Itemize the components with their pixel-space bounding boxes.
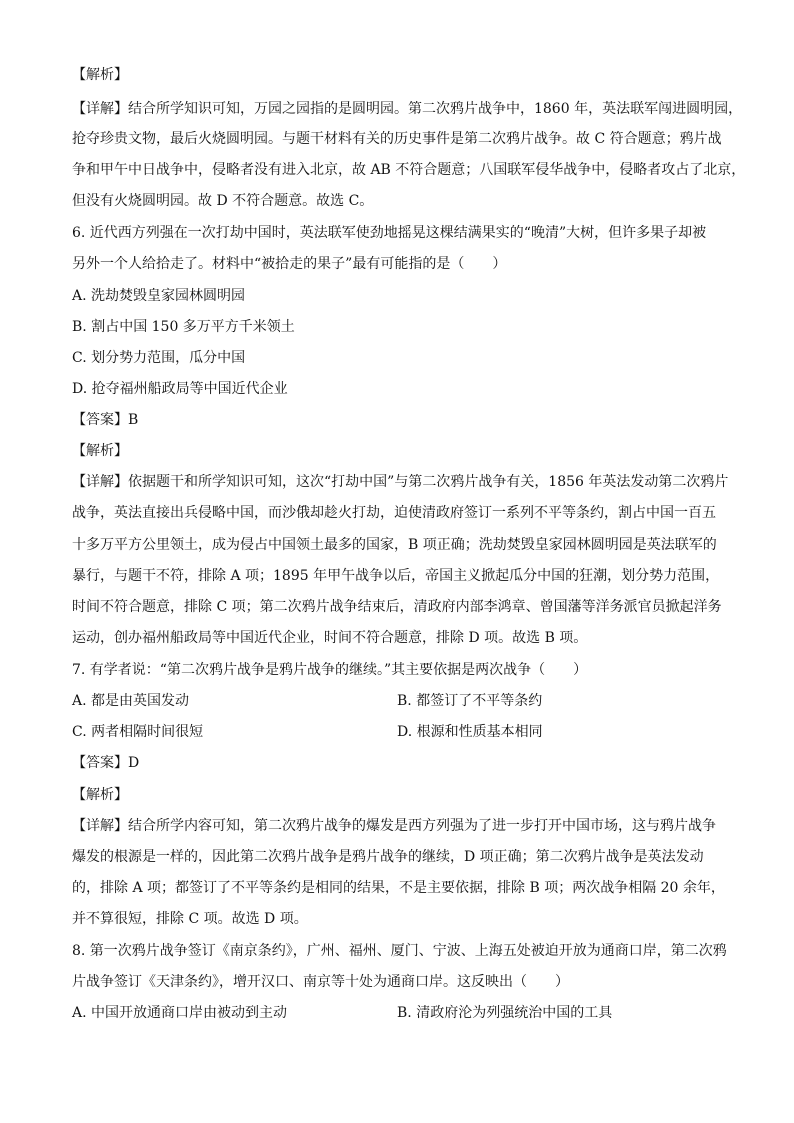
question-8-stem: 8. 第一次鸦片战争签订《南京条约》，广州、福州、厦门、宁波、上海五处被迫开放为通商口岸，第二次鸦 xyxy=(72,943,727,959)
detail-line: 的，排除 A 项；都签订了不平等条约是相同的结果，不是主要依据，排除 B 项；两次战争相隔 20 余年， xyxy=(72,880,725,896)
question-8-option-b: B. 清政府沦为列强统治中国的工具 xyxy=(397,1005,613,1021)
detail-line: 爆发的根源是一样的，因此第二次鸦片战争是鸦片战争的继续，D 项正确；第二次鸦片战争是英法发动 xyxy=(72,849,704,865)
question-6-stem: 6. 近代西方列强在一次打劫中国时，英法联军使劲地摇晃这棵结满果实的“晚清”大树，但许多果子却被 xyxy=(72,225,707,241)
question-6-option-b: B. 割占中国 150 多万平方千米领土 xyxy=(72,319,295,335)
question-7-option-c: C. 两者相隔时间很短 xyxy=(72,724,204,740)
detail-line: 运动，创办福州船政局等中国近代企业，时间不符合题意，排除 D 项。故选 B 项。 xyxy=(72,630,588,646)
answer-label: 【答案】B xyxy=(72,412,139,428)
detail-line: 【详解】依据题干和所学知识可知，这次“打劫中国”与第二次鸦片战争有关，1856 年英法发动第二次鸦片 xyxy=(72,474,729,490)
question-7-option-b: B. 都签订了不平等条约 xyxy=(397,693,543,709)
analysis-label: 【解析】 xyxy=(72,443,128,459)
detail-line: 争和甲午中日战争中，侵略者没有进入北京，故 AB 不符合题意；八国联军侵华战争中，侵略者攻占了北京， xyxy=(72,162,746,178)
question-8-option-a: A. 中国开放通商口岸由被动到主动 xyxy=(72,1005,288,1021)
question-6-option-a: A. 洗劫焚毁皇家园林圆明园 xyxy=(72,288,246,304)
detail-line: 【详解】结合所学内容可知，第二次鸦片战争的爆发是西方列强为了进一步打开中国市场，这与鸦片战争 xyxy=(72,818,716,834)
question-6-option-c: C. 划分势力范围，瓜分中国 xyxy=(72,350,246,366)
detail-line: 十多万平方公里领土，成为侵占中国领土最多的国家，B 项正确；洗劫焚毁皇家园林圆明园是英法联军的 xyxy=(72,537,717,553)
question-7-stem: 7. 有学者说：“第二次鸦片战争是鸦片战争的继续。”其主要依据是两次战争（ ） xyxy=(72,662,588,678)
answer-label: 【答案】D xyxy=(72,755,140,771)
analysis-label: 【解析】 xyxy=(72,67,128,83)
detail-line: 但没有火烧圆明园。故 D 不符合题意。故选 C。 xyxy=(72,193,374,209)
detail-line: 并不算很短，排除 C 项。故选 D 项。 xyxy=(72,911,308,927)
detail-line: 【详解】结合所学知识可知，万园之园指的是圆明园。第二次鸦片战争中，1860 年，英法联军闯进圆明园， xyxy=(72,101,743,117)
detail-line: 暴行，与题干不符，排除 A 项；1895 年甲午战争以后，帝国主义掀起瓜分中国的狂潮，划分势力范围， xyxy=(72,568,720,584)
detail-line: 时间不符合题意，排除 C 项；第二次鸦片战争结束后，清政府内部李鸿章、曾国藩等洋务派官员掀起洋务 xyxy=(72,599,722,615)
question-6-stem: 另外一个人给拾走了。材料中“被拾走的果子”最有可能指的是（ ） xyxy=(72,256,507,272)
question-8-stem: 片战争签订《天津条约》，增开汉口、南京等十处为通商口岸。这反映出（ ） xyxy=(72,974,569,990)
detail-line: 战争，英法直接出兵侵略中国，而沙俄却趁火打劫，迫使清政府签订一系列不平等条约，割占中国一百五 xyxy=(72,505,716,521)
question-7-option-a: A. 都是由英国发动 xyxy=(72,693,190,709)
question-6-option-d: D. 抢夺福州船政局等中国近代企业 xyxy=(72,381,288,397)
detail-line: 抢夺珍贵文物，最后火烧圆明园。与题干材料有关的历史事件是第二次鸦片战争。故 C 符合题意；鸦片战 xyxy=(72,131,722,147)
question-7-option-d: D. 根源和性质基本相同 xyxy=(397,724,543,740)
analysis-label: 【解析】 xyxy=(72,787,128,803)
